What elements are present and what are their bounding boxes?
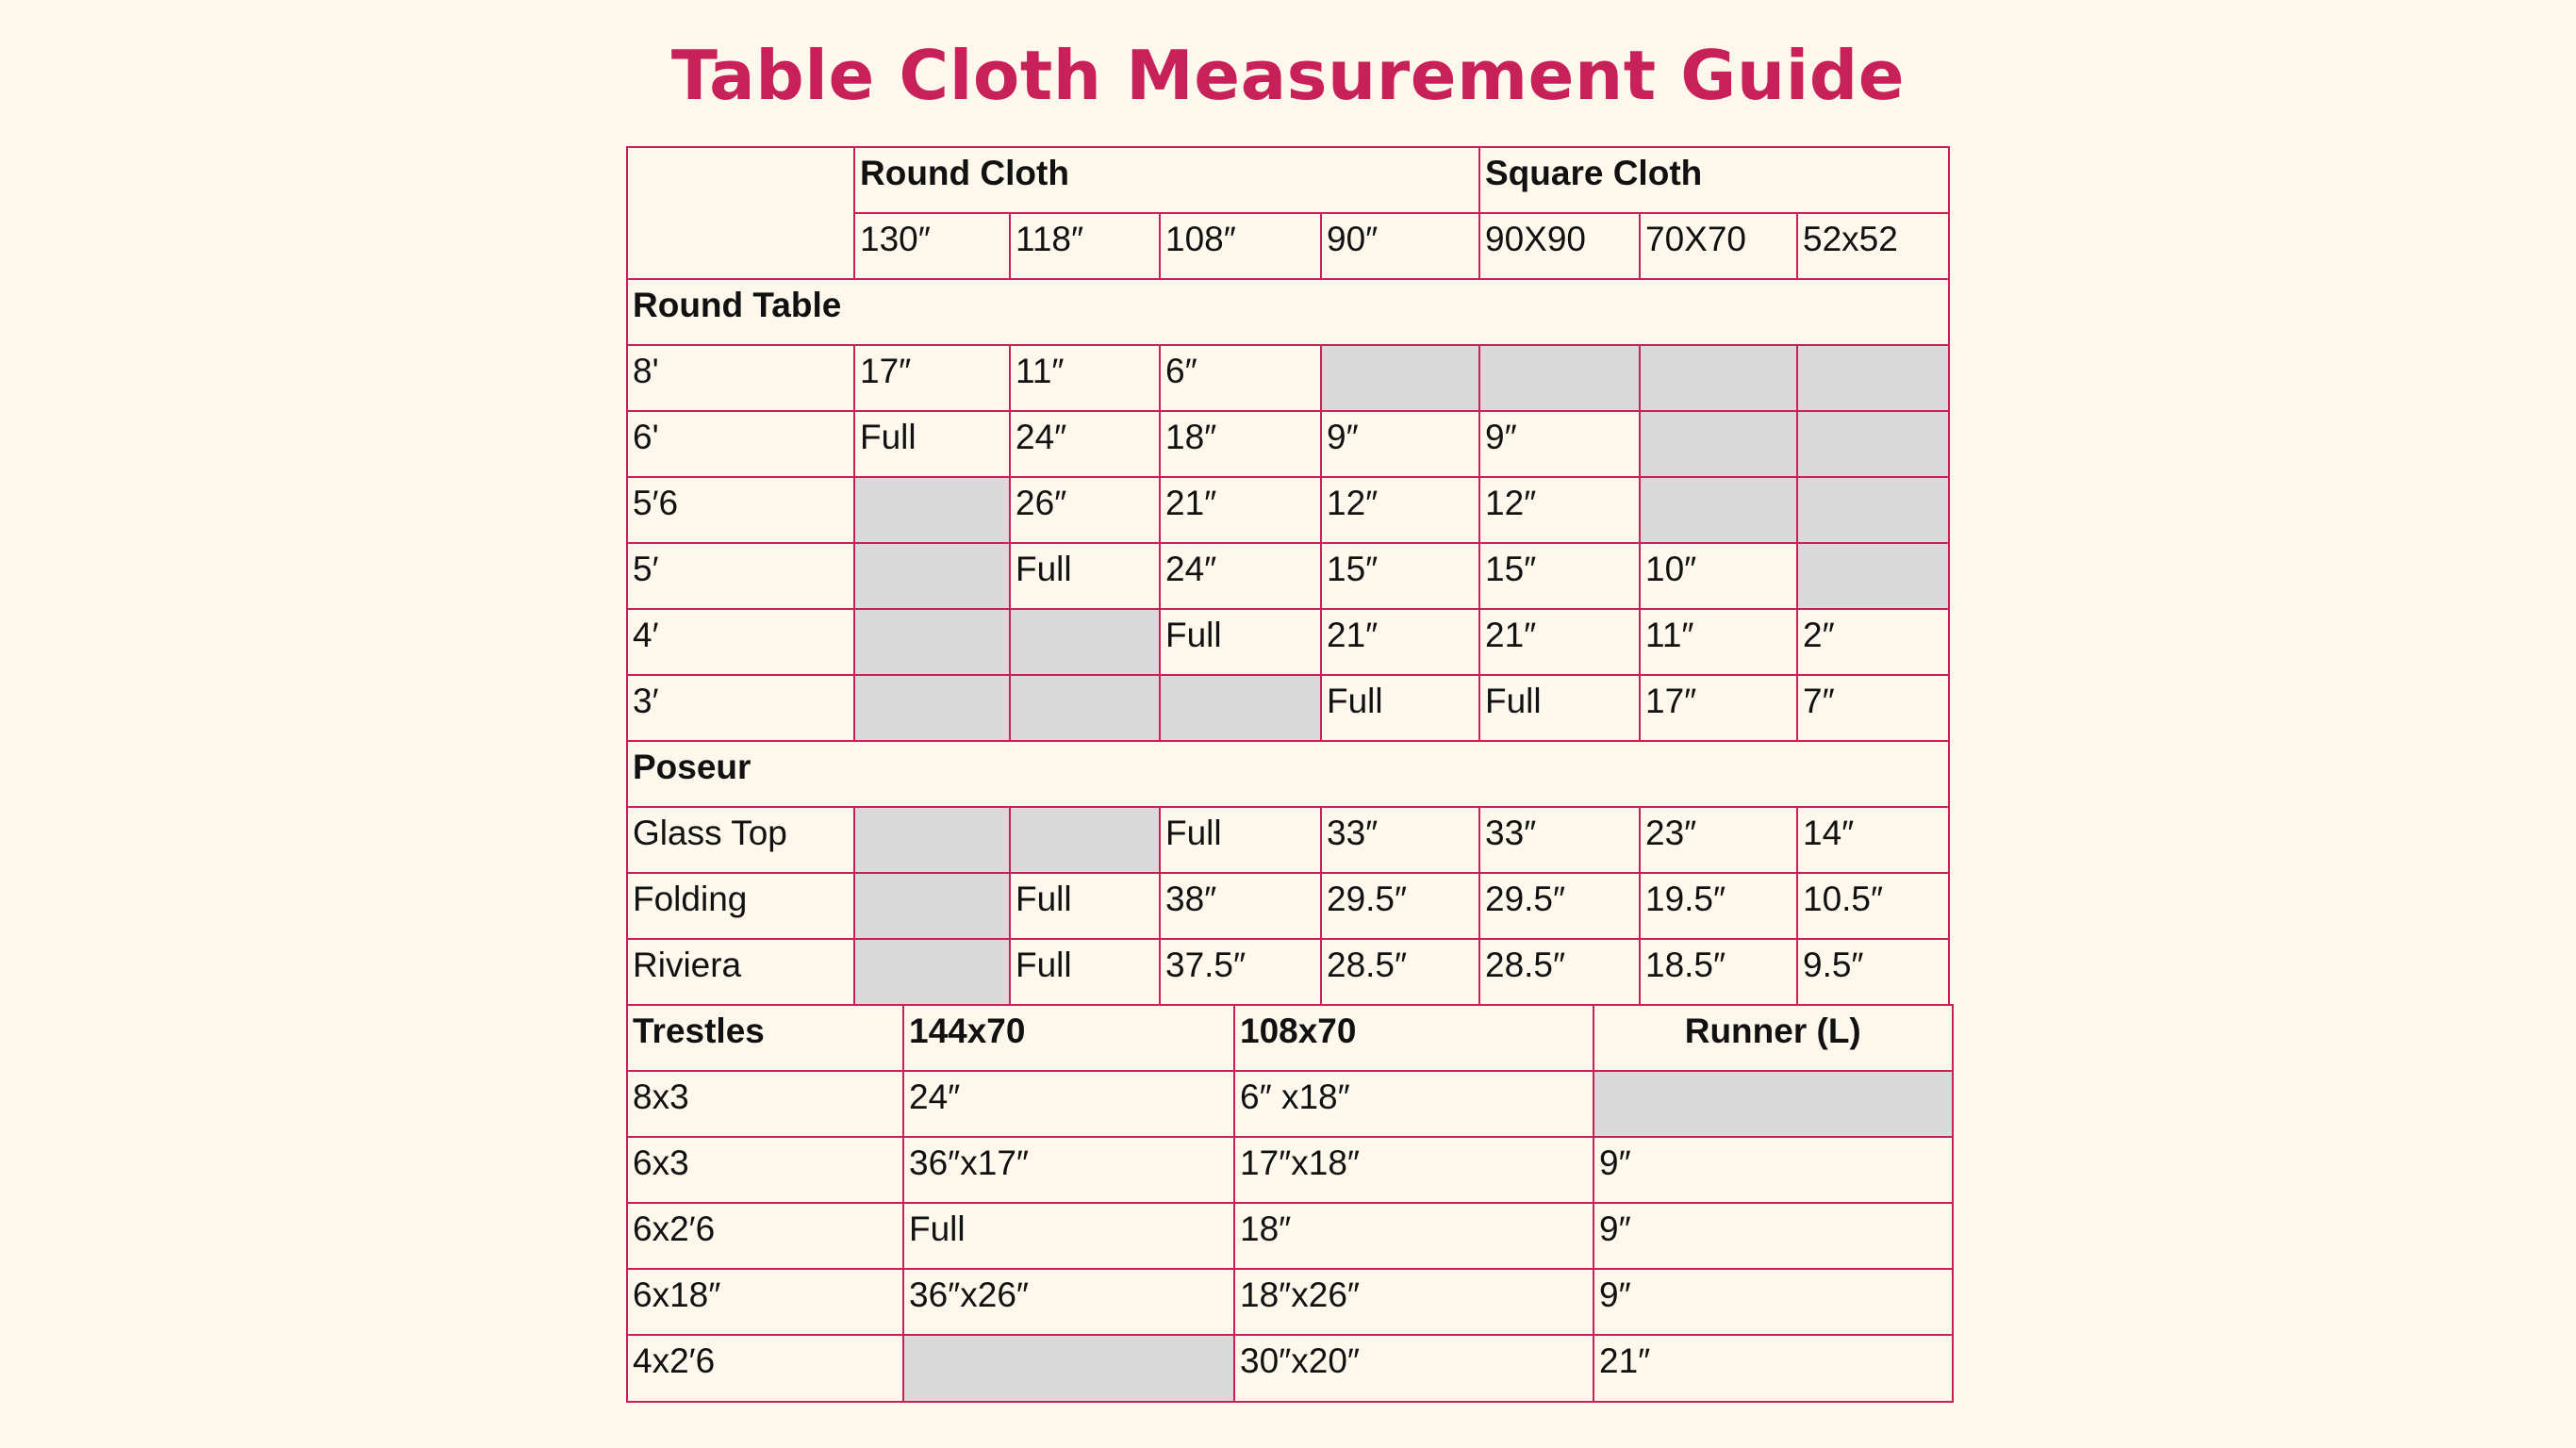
- row-label: 8x3: [626, 1070, 905, 1139]
- corner-cell: [626, 146, 856, 281]
- value-cell: 28.5″: [1320, 938, 1481, 1007]
- cloth-size-grid: [626, 146, 1951, 1004]
- value-cell: 9″: [1593, 1268, 1954, 1337]
- value-cell: 9″: [1320, 410, 1481, 479]
- empty-cell: [1639, 410, 1799, 479]
- section-header: Trestles: [626, 1004, 905, 1073]
- value-cell: 2″: [1796, 608, 1950, 677]
- value-cell: 30″x20″: [1233, 1334, 1595, 1403]
- trestle-grid: [626, 1004, 1951, 1400]
- empty-cell: [853, 872, 1012, 941]
- value-cell: 11″: [1009, 344, 1162, 413]
- value-cell: 21″: [1478, 608, 1642, 677]
- empty-cell: [1009, 806, 1162, 875]
- trestle-column-header: 144x70: [902, 1004, 1236, 1073]
- value-cell: 36″x17″: [902, 1136, 1236, 1205]
- row-label: 6x18″: [626, 1268, 905, 1337]
- value-cell: Full: [1009, 542, 1162, 611]
- value-cell: 28.5″: [1478, 938, 1642, 1007]
- row-label: 6x3: [626, 1136, 905, 1205]
- empty-cell: [1478, 344, 1642, 413]
- value-cell: 18.5″: [1639, 938, 1799, 1007]
- empty-cell: [1796, 344, 1950, 413]
- value-cell: Full: [1159, 608, 1323, 677]
- value-cell: 9″: [1593, 1202, 1954, 1271]
- value-cell: 12″: [1320, 476, 1481, 545]
- value-cell: 21″: [1593, 1334, 1954, 1403]
- value-cell: Full: [902, 1202, 1236, 1271]
- value-cell: 29.5″: [1320, 872, 1481, 941]
- row-label: 3′: [626, 674, 856, 743]
- row-label: 4′: [626, 608, 856, 677]
- empty-cell: [1796, 542, 1950, 611]
- value-cell: 24″: [1009, 410, 1162, 479]
- value-cell: 17″: [1639, 674, 1799, 743]
- row-label: Riviera: [626, 938, 856, 1007]
- cloth-size-header: 90X90: [1478, 212, 1642, 281]
- round-cloth-header: Round Cloth: [853, 146, 1481, 215]
- value-cell: 36″x26″: [902, 1268, 1236, 1337]
- empty-cell: [853, 806, 1012, 875]
- trestle-column-header: Runner (L): [1593, 1004, 1954, 1073]
- value-cell: 23″: [1639, 806, 1799, 875]
- value-cell: 6″: [1159, 344, 1323, 413]
- value-cell: 9.5″: [1796, 938, 1950, 1007]
- value-cell: 33″: [1320, 806, 1481, 875]
- value-cell: 19.5″: [1639, 872, 1799, 941]
- empty-cell: [853, 938, 1012, 1007]
- empty-cell: [1009, 674, 1162, 743]
- value-cell: 15″: [1320, 542, 1481, 611]
- page-title: Table Cloth Measurement Guide: [670, 36, 1906, 115]
- row-label: 8': [626, 344, 856, 413]
- value-cell: 29.5″: [1478, 872, 1642, 941]
- value-cell: Full: [1320, 674, 1481, 743]
- empty-cell: [1639, 476, 1799, 545]
- value-cell: 7″: [1796, 674, 1950, 743]
- row-label: Folding: [626, 872, 856, 941]
- measurement-table: [626, 146, 1951, 1400]
- row-label: Glass Top: [626, 806, 856, 875]
- value-cell: 9″: [1593, 1136, 1954, 1205]
- row-label: 5′6: [626, 476, 856, 545]
- row-label: 6': [626, 410, 856, 479]
- cloth-size-header: 52x52: [1796, 212, 1950, 281]
- value-cell: 17″x18″: [1233, 1136, 1595, 1205]
- trestle-column-header: 108x70: [1233, 1004, 1595, 1073]
- value-cell: 18″x26″: [1233, 1268, 1595, 1337]
- empty-cell: [1639, 344, 1799, 413]
- value-cell: Full: [1009, 872, 1162, 941]
- empty-cell: [902, 1334, 1236, 1403]
- empty-cell: [1320, 344, 1481, 413]
- value-cell: 33″: [1478, 806, 1642, 875]
- section-header: Round Table: [626, 278, 1950, 347]
- value-cell: 18″: [1233, 1202, 1595, 1271]
- cloth-size-header: 130″: [853, 212, 1012, 281]
- value-cell: 9″: [1478, 410, 1642, 479]
- value-cell: 10″: [1639, 542, 1799, 611]
- value-cell: 26″: [1009, 476, 1162, 545]
- value-cell: Full: [1009, 938, 1162, 1007]
- empty-cell: [1796, 476, 1950, 545]
- row-label: 5′: [626, 542, 856, 611]
- value-cell: 6″ x18″: [1233, 1070, 1595, 1139]
- cloth-size-header: 118″: [1009, 212, 1162, 281]
- empty-cell: [1009, 608, 1162, 677]
- empty-cell: [853, 542, 1012, 611]
- value-cell: 14″: [1796, 806, 1950, 875]
- value-cell: 15″: [1478, 542, 1642, 611]
- value-cell: Full: [1478, 674, 1642, 743]
- cloth-size-header: 108″: [1159, 212, 1323, 281]
- value-cell: 10.5″: [1796, 872, 1950, 941]
- empty-cell: [853, 608, 1012, 677]
- empty-cell: [853, 674, 1012, 743]
- value-cell: 11″: [1639, 608, 1799, 677]
- row-label: 6x2′6: [626, 1202, 905, 1271]
- empty-cell: [853, 476, 1012, 545]
- value-cell: 38″: [1159, 872, 1323, 941]
- empty-cell: [1796, 410, 1950, 479]
- value-cell: 12″: [1478, 476, 1642, 545]
- value-cell: 24″: [902, 1070, 1236, 1139]
- value-cell: 24″: [1159, 542, 1323, 611]
- cloth-size-header: 90″: [1320, 212, 1481, 281]
- square-cloth-header: Square Cloth: [1478, 146, 1950, 215]
- empty-cell: [1159, 674, 1323, 743]
- value-cell: 21″: [1320, 608, 1481, 677]
- value-cell: 21″: [1159, 476, 1323, 545]
- empty-cell: [1593, 1070, 1954, 1139]
- value-cell: 17″: [853, 344, 1012, 413]
- value-cell: 37.5″: [1159, 938, 1323, 1007]
- row-label: 4x2′6: [626, 1334, 905, 1403]
- cloth-size-header: 70X70: [1639, 212, 1799, 281]
- value-cell: Full: [1159, 806, 1323, 875]
- section-header: Poseur: [626, 740, 1950, 809]
- value-cell: Full: [853, 410, 1012, 479]
- value-cell: 18″: [1159, 410, 1323, 479]
